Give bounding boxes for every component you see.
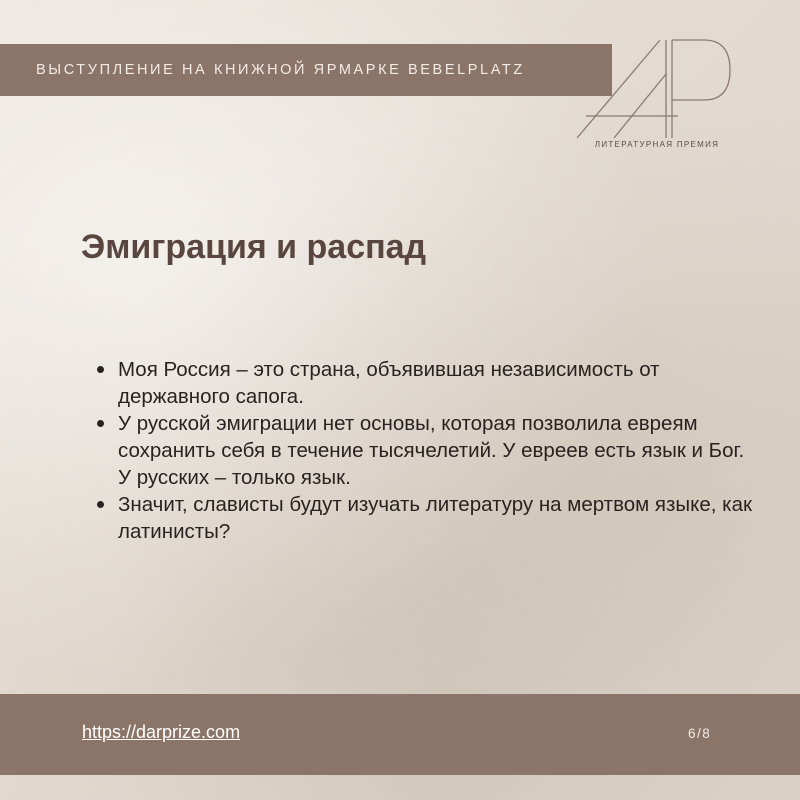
slide-title: Эмиграция и распад: [81, 228, 427, 266]
bullet-item: [118, 491, 758, 545]
bullet-text: Моя Россия – это страна, объявившая независимость от державного сапога.: [118, 358, 660, 408]
footer-banner: [0, 694, 800, 775]
header-banner: [0, 44, 612, 96]
bullet-dot-icon: [97, 501, 104, 508]
dar-monogram-logo-icon: [574, 34, 736, 144]
bullet-list: [118, 356, 758, 545]
bullet-text: Значит, слависты будут изучать литературу на мертвом языке, как латинисты?: [118, 493, 752, 543]
logo-caption: ЛИТЕРАТУРНАЯ ПРЕМИЯ: [594, 140, 720, 149]
bullet-dot-icon: [97, 366, 104, 373]
logo: [574, 34, 736, 154]
bullet-item: [118, 410, 758, 491]
bullet-text: У русской эмиграции нет основы, которая позволила евреям сохранить себя в течение тысячелетий. У евреев есть язык и Бог. У русских – только язык.: [118, 412, 745, 489]
bullet-dot-icon: [97, 420, 104, 427]
website-link[interactable]: https://darprize.com: [82, 722, 241, 742]
page-counter: 6/8: [688, 726, 712, 741]
header-title: ВЫСТУПЛЕНИЕ НА КНИЖНОЙ ЯРМАРКЕ BEBELPLATZ: [36, 62, 525, 78]
bullet-item: [118, 356, 758, 410]
